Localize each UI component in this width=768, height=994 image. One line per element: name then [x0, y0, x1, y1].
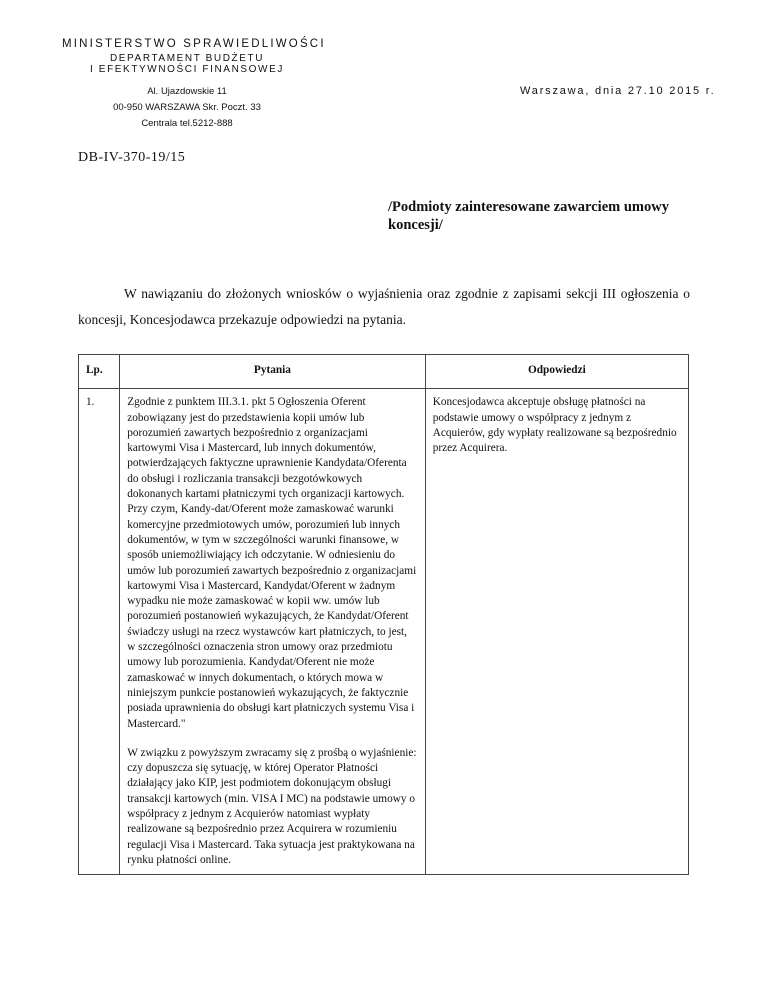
header-number: Lp.	[79, 355, 120, 389]
date-line: Warszawa, dnia 27.10 2015 r.	[520, 85, 716, 97]
ministry-name: MINISTERSTWO SPRAWIEDLIWOŚCI	[62, 38, 326, 50]
header-questions: Pytania	[120, 355, 426, 389]
question-paragraph-1: Zgodnie z punktem III.3.1. pkt 5 Ogłoszenia Oferent zobowiązany jest do przedstawienia kopii umów lub porozumień zawartych bezpośrednio z organizacjami kartowymi Visa i Mastercard, lub innych dokumentów, potwierdzających faktyczne uprawnienie Kandydata/Oferenta do obsługi i rozliczania transakcji bezgotówkowych dokonanych kartami płatniczymi tych organizacji kartowych. Przy czym, Kandy-dat/Oferent może zamaskować warunki komercyjne przedmiotowych umów, porozumień lub innych dokumentów, w tym w szczególności warunki finansowe, w sposób uniemożliwiający ich odczytanie. W odniesieniu do umów lub porozumień zawartych bezpośrednio z organizacjami kartowymi Visa i Mastercard, Kandydat/Oferent w żadnym wypadku nie może zamaskować w kopii ww. umów lub porozumień postanowień wykazujących, że Kandydat/Oferent świadczy usługi na rzecz wystawców kart płatniczych, to jest, w szczególności oznaczenia stron umowy oraz przedmiotu umowy lub porozumienia. Kandydat/Oferent nie może zamaskować w innych dokumentach, o których mowa w niniejszym punkcie postanowień wykazujących, że faktycznie posiada uprawnienia do obsługi kart płatniczych systemu Visa i Mastercard."	[127, 396, 417, 730]
department-name-line1: DEPARTAMENT BUDŻETU	[109, 53, 265, 64]
row-number: 1.	[79, 389, 120, 875]
question-cell	[120, 389, 426, 875]
address-street: Al. Ujazdowskie 11	[147, 86, 227, 97]
table-header-row	[79, 355, 689, 389]
answer-cell: Koncesjodawca akceptuje obsługę płatności na podstawie umowy o współpracy z jednym z Acquierów, gdy wypłaty realizowane są bezpośrednio przez Acquirera.	[425, 389, 688, 875]
table-row	[79, 389, 689, 875]
intro-paragraph: W nawiązaniu do złożonych wniosków o wyjaśnienia oraz zgodnie z zapisami sekcji III ogłoszenia o koncesji, Koncesjodawca przekazuje odpowiedzi na pytania.	[78, 286, 690, 327]
address-phone: Centrala tel.5212-888	[141, 118, 233, 129]
header-answers: Odpowiedzi	[425, 355, 688, 389]
qa-table	[78, 354, 689, 875]
question-paragraph-2: W związku z powyższym zwracamy się z prośbą o wyjaśnienie: czy dopuszcza się sytuację, w której Operator Płatności działający jako KIP, jest podmiotem dokonującym obsługi transakcji kartowych (min. VISA I MC) na podstawie umowy o współpracy z jednym z Acquierów natomiast wypłaty realizowane są bezpośrednio przez Acquirera w rozumieniu regulacji Visa i Mastercard. Taka sytuacja jest praktykowana na rynku płatności online.	[127, 746, 417, 866]
department-name-line2: I EFEKTYWNOŚCI FINANSOWEJ	[90, 64, 284, 75]
address-postal: 00-950 WARSZAWA Skr. Poczt. 33	[113, 102, 261, 113]
addressee: /Podmioty zainteresowane zawarciem umowy koncesji/	[388, 199, 669, 233]
reference-number: DB-IV-370-19/15	[78, 150, 186, 165]
